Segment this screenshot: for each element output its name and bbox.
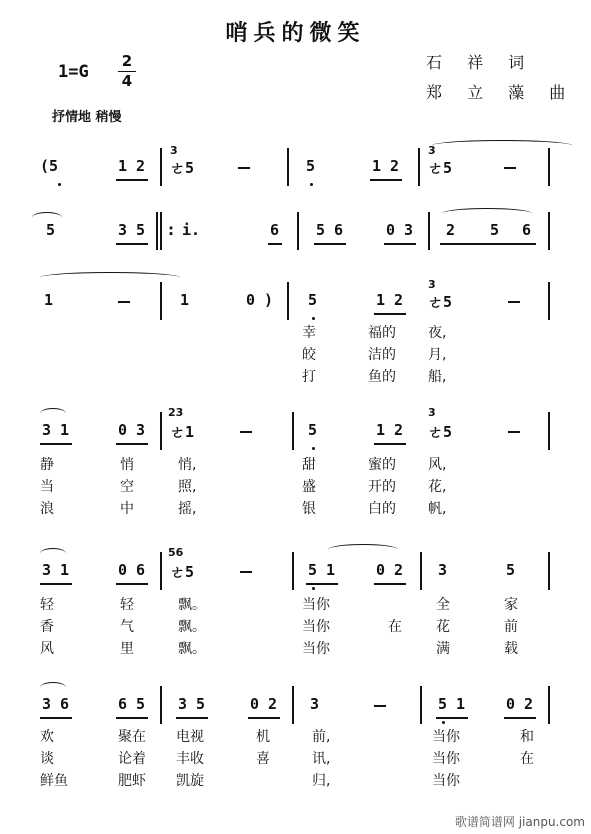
barline: [292, 686, 294, 724]
note: ㄜ5: [428, 293, 453, 311]
lyric: 当你: [432, 729, 460, 745]
lyricist-credit: 石 祥 词: [426, 53, 535, 72]
note: ㄜ1: [170, 423, 195, 441]
lyric: 喜: [256, 751, 270, 767]
staff-row-6: [0, 686, 591, 789]
note: 6 5: [118, 695, 146, 713]
note: 0 ): [246, 291, 274, 309]
lyric: 肥虾: [118, 773, 146, 789]
note: 1: [44, 291, 54, 309]
note: 2: [446, 221, 456, 239]
tie-arc: [328, 544, 398, 555]
barline: [156, 212, 158, 250]
dash: [374, 705, 386, 707]
underline: [116, 717, 148, 719]
note-dot: [310, 183, 313, 186]
barline: [160, 212, 162, 250]
lyric: 月,: [428, 347, 447, 363]
underline: [116, 443, 148, 445]
note: 3 1: [42, 561, 70, 579]
underline: [40, 717, 72, 719]
note-dot: [442, 721, 445, 724]
underline: [40, 443, 72, 445]
lyric: 鲜鱼: [40, 773, 68, 789]
note: 5 6: [316, 221, 344, 239]
note-dot: [312, 587, 315, 590]
lyric: 打: [302, 369, 316, 385]
lyric: 和: [520, 729, 534, 745]
tie-arc: [40, 408, 66, 419]
note: 5 1: [308, 561, 336, 579]
underline: [116, 583, 148, 585]
dash: [240, 571, 252, 573]
note-dot: [312, 447, 315, 450]
barline: [287, 282, 289, 320]
lyric: 全: [436, 597, 450, 613]
note: ㄜ5: [170, 159, 195, 177]
note-dot: [58, 183, 61, 186]
ornament: 3: [170, 144, 178, 157]
note: ㄜ5: [170, 563, 195, 581]
dash: [240, 431, 252, 433]
lyric: 轻: [40, 597, 54, 613]
dash: [508, 301, 520, 303]
lyric: 照,: [178, 479, 197, 495]
underline: [504, 717, 536, 719]
tie-arc: [442, 208, 532, 219]
lyric: 丰收: [176, 751, 204, 767]
lyric: 白的: [368, 501, 396, 517]
note: 5: [490, 221, 500, 239]
underline: [176, 717, 208, 719]
lyric: 花: [436, 619, 450, 635]
lyric: 福的: [368, 325, 396, 341]
note: ㄜ5: [428, 159, 453, 177]
staff-row-2: [0, 212, 591, 272]
lyric: 载: [504, 641, 518, 657]
lyric: 家: [504, 597, 518, 613]
tie-arc: [40, 682, 66, 693]
underline: [40, 583, 72, 585]
lyric: 悄,: [178, 457, 197, 473]
note: 3 6: [42, 695, 70, 713]
note: 5: [306, 157, 316, 175]
barline: [548, 212, 550, 250]
lyric: 浪: [40, 501, 54, 517]
lyric: 鱼的: [368, 369, 396, 385]
underline: [374, 583, 406, 585]
note: 6: [522, 221, 532, 239]
staff-row-4: [0, 406, 591, 517]
note: 5 1: [438, 695, 466, 713]
barline: [160, 282, 162, 320]
song-title: 哨兵的微笑: [225, 21, 366, 46]
note: 0 3: [386, 221, 414, 239]
lyric: 气: [120, 619, 134, 635]
underline: [436, 717, 468, 719]
note: 3: [438, 561, 448, 579]
lyric: 满: [436, 641, 450, 657]
tie-arc: [40, 272, 180, 283]
underline: [374, 313, 406, 315]
barline: [297, 212, 299, 250]
lyric: 风: [40, 641, 54, 657]
lyric: 静: [40, 457, 54, 473]
lyric: 前,: [312, 729, 331, 745]
lyric: 夜,: [428, 325, 447, 341]
lyric: 电视: [176, 729, 204, 745]
lyric: 飘。: [178, 619, 206, 635]
note: 0 2: [250, 695, 278, 713]
barline: [428, 212, 430, 250]
barline: [160, 552, 162, 590]
lyric: 蜜的: [368, 457, 396, 473]
lyric: 当你: [432, 773, 460, 789]
barline: [548, 148, 550, 186]
lyric: 飘。: [178, 641, 206, 657]
lyric: 机: [256, 729, 270, 745]
barline: [160, 412, 162, 450]
underline: [370, 179, 402, 181]
ornament: 3: [428, 144, 436, 157]
lyric: 开的: [368, 479, 396, 495]
underline: [268, 243, 282, 245]
lyric: 帆,: [428, 501, 447, 517]
note: 3 5: [178, 695, 206, 713]
underline: [440, 243, 536, 245]
lyric: 风,: [428, 457, 447, 473]
barline: [548, 552, 550, 590]
dash: [118, 301, 130, 303]
site-watermark: 歌谱简谱网 jianpu.com: [454, 815, 585, 829]
lyric: 飘。: [178, 597, 206, 613]
lyric: 在: [520, 751, 534, 767]
lyric: 聚在: [118, 729, 146, 745]
note: 5: [308, 421, 318, 439]
repeat-sign: :: [168, 221, 174, 239]
underline: [314, 243, 346, 245]
note-dot: [312, 317, 315, 320]
composer-credit: 郑 立 藻 曲: [426, 83, 576, 102]
note: (5: [40, 157, 59, 175]
lyric: 当你: [302, 597, 330, 613]
barline: [420, 686, 422, 724]
underline: [306, 583, 338, 585]
note: 1 2: [372, 157, 400, 175]
lyric: 船,: [428, 369, 447, 385]
meter-bottom: 4: [118, 71, 136, 91]
lyric: 甜: [302, 457, 316, 473]
lyric: 谈: [40, 751, 54, 767]
barline: [418, 148, 420, 186]
lyric: 前: [504, 619, 518, 635]
lyric: 摇,: [178, 501, 197, 517]
note: 1 2: [118, 157, 146, 175]
dash: [508, 431, 520, 433]
ornament: 23: [168, 406, 184, 419]
barline: [287, 148, 289, 186]
lyric: 凯旋: [176, 773, 204, 789]
note: 1 2: [376, 291, 404, 309]
lyric: 空: [120, 479, 134, 495]
note: 3: [310, 695, 320, 713]
note: 0 2: [506, 695, 534, 713]
barline: [548, 412, 550, 450]
lyric: 银: [302, 501, 316, 517]
lyric: 里: [120, 641, 134, 657]
lyric: 当你: [302, 641, 330, 657]
note: 0 2: [376, 561, 404, 579]
note: ㄜ5: [428, 423, 453, 441]
note: 3 5: [118, 221, 146, 239]
lyric: 欢: [40, 729, 54, 745]
note: 1 2: [376, 421, 404, 439]
staff-row-1: [0, 144, 591, 208]
staff-row-5: [0, 546, 591, 657]
key-signature: 1=G: [58, 62, 89, 82]
lyric: 当你: [302, 619, 330, 635]
lyric: 花,: [428, 479, 447, 495]
barline: [292, 412, 294, 450]
barline: [160, 686, 162, 724]
staff-row-3: [0, 278, 591, 385]
lyric: 中: [120, 501, 134, 517]
lyric: 洁的: [368, 347, 396, 363]
barline: [548, 686, 550, 724]
dash: [238, 167, 250, 169]
lyric: 幸: [302, 325, 316, 341]
underline: [116, 243, 148, 245]
underline: [248, 717, 280, 719]
tie-arc: [40, 548, 66, 559]
note: 3 1: [42, 421, 70, 439]
barline: [548, 282, 550, 320]
time-signature: [118, 52, 136, 91]
lyric: 轻: [120, 597, 134, 613]
lyric: 盛: [302, 479, 316, 495]
lyric: 论着: [118, 751, 146, 767]
note: 0 3: [118, 421, 146, 439]
lyric: 当: [40, 479, 54, 495]
barline: [292, 552, 294, 590]
note: i.: [182, 221, 201, 239]
barline: [420, 552, 422, 590]
note: 5: [506, 561, 516, 579]
ornament: 3: [428, 406, 436, 419]
tie-arc: [432, 140, 572, 151]
lyric: 皎: [302, 347, 316, 363]
note: 1: [180, 291, 190, 309]
dash: [504, 167, 516, 169]
lyric: 当你: [432, 751, 460, 767]
underline: [374, 443, 406, 445]
lyric: 悄: [120, 457, 134, 473]
lyric: 在: [388, 619, 402, 635]
note: 6: [270, 221, 280, 239]
underline: [116, 179, 148, 181]
meter-top: 2: [121, 52, 133, 70]
lyric: 讯,: [312, 751, 331, 767]
note: 0 6: [118, 561, 146, 579]
tempo-marking: 抒情地 稍慢: [52, 110, 122, 125]
ornament: 56: [168, 546, 184, 559]
barline: [160, 148, 162, 186]
underline: [384, 243, 416, 245]
ornament: 3: [428, 278, 436, 291]
note: 5: [308, 291, 318, 309]
lyric: 香: [40, 619, 54, 635]
lyric: 归,: [312, 773, 331, 789]
note: 5: [46, 221, 56, 239]
